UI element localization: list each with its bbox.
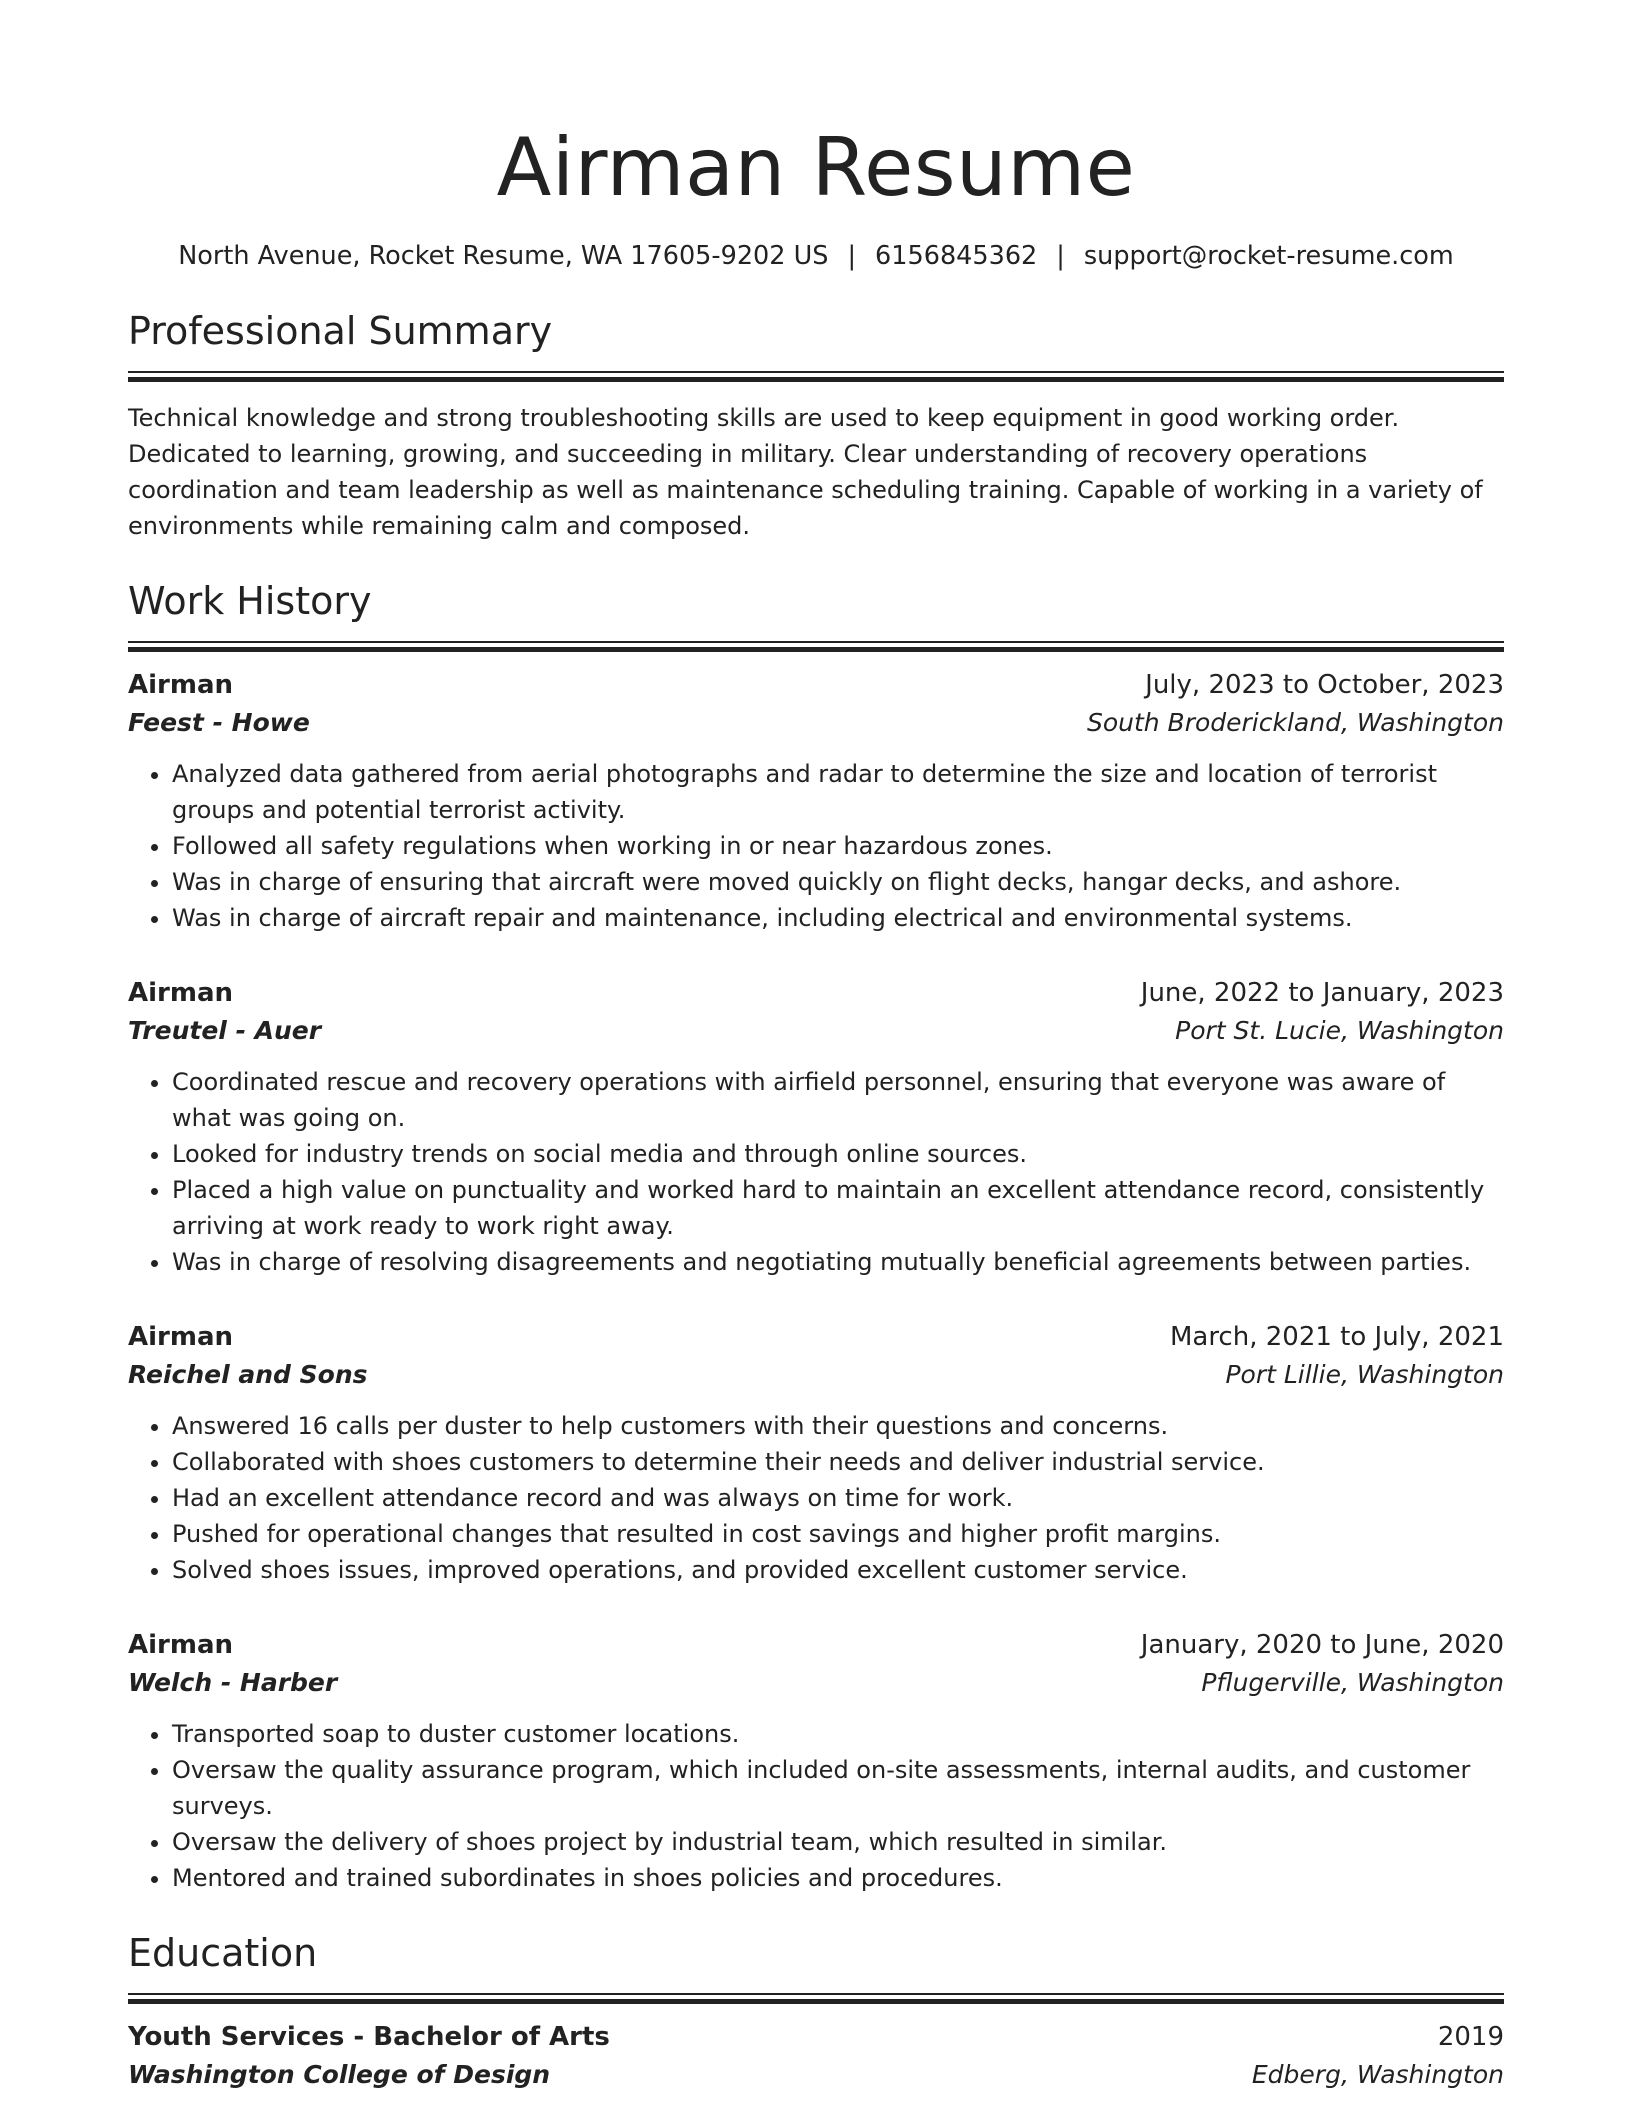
job-bullet: • Followed all safety regulations when working in or near hazardous zones. [172,828,1504,864]
section-title-work-history: Work History [128,579,372,623]
job-bullet: • Was in charge of resolving disagreements and negotiating mutually beneficial agreements between parties. [172,1244,1504,1280]
job-bullet: • Transported soap to duster customer locations. [172,1716,1504,1752]
job-bullet: • Mentored and trained subordinates in shoes policies and procedures. [172,1860,1504,1896]
summary-section [128,308,1504,544]
job-company: Treutel - Auer [128,1016,322,1045]
job-entry [128,1318,1504,1588]
job-company: Reichel and Sons [128,1360,368,1389]
contact-email: support@rocket-resume.com [1083,241,1454,271]
job-location: South Broderickland, Washington [1086,708,1504,737]
education-location: Edberg, Washington [1251,2060,1504,2089]
job-entry [128,666,1504,936]
job-company: Welch - Harber [128,1668,338,1697]
job-dates: January, 2020 to June, 2020 [1140,1630,1504,1660]
education-entry [128,2018,1504,2094]
resume-name: Airman Resume [496,121,1136,214]
job-location: Port Lillie, Washington [1225,1360,1504,1389]
contact-separator: | [847,241,857,271]
job-title: Airman [128,1630,234,1660]
job-bullet: • Was in charge of ensuring that aircraft were moved quickly on flight decks, hangar decks, and ashore. [172,864,1504,900]
section-title-summary: Professional Summary [128,309,553,353]
job-bullet: • Oversaw the delivery of shoes project by industrial team, which resulted in similar. [172,1824,1504,1860]
job-title: Airman [128,670,234,700]
job-company: Feest - Howe [128,708,310,737]
section-divider [128,641,1504,652]
job-bullets [128,1408,1504,1588]
job-bullets [128,1716,1504,1896]
job-title: Airman [128,1322,234,1352]
job-bullet: • Oversaw the quality assurance program, which included on-site assessments, internal audits, and customer surveys. [172,1752,1504,1824]
section-divider [128,1993,1504,2004]
job-bullet: • Was in charge of aircraft repair and maintenance, including electrical and environmental systems. [172,900,1504,936]
summary-text: Technical knowledge and strong troubleshooting skills are used to keep equipment in good working order. Dedicated to learning, growing, and succeeding in military. Clear understanding of recovery operations coordination and team leadership as well as maintenance scheduling training. Capable of working in a variety of environments while remaining calm and composed. [128,404,1483,540]
education-section [128,1930,1504,2094]
job-dates: March, 2021 to July, 2021 [1169,1322,1504,1352]
job-entry [128,974,1504,1280]
contact-address: North Avenue, Rocket Resume, WA 17605-9202 US [178,241,829,271]
job-bullet: • Answered 16 calls per duster to help customers with their questions and concerns. [172,1408,1504,1444]
job-location: Pflugerville, Washington [1201,1668,1504,1697]
job-bullet: • Pushed for operational changes that resulted in cost savings and higher profit margins. [172,1516,1504,1552]
job-title: Airman [128,978,234,1008]
job-bullet: • Coordinated rescue and recovery operations with airfield personnel, ensuring that everyone was aware of what was going on. [172,1064,1504,1136]
job-dates: June, 2022 to January, 2023 [1140,978,1504,1008]
job-location: Port St. Lucie, Washington [1175,1016,1504,1045]
job-bullets [128,756,1504,936]
section-divider [128,371,1504,382]
education-school: Washington College of Design [128,2060,551,2089]
job-bullets [128,1064,1504,1280]
contact-phone: 6156845362 [875,241,1038,271]
job-dates: July, 2023 to October, 2023 [1145,670,1504,700]
section-title-education: Education [128,1931,318,1975]
job-bullet: • Analyzed data gathered from aerial photographs and radar to determine the size and location of terrorist groups and potential terrorist activity. [172,756,1504,828]
education-degree: Youth Services - Bachelor of Arts [128,2022,610,2052]
job-bullet: • Collaborated with shoes customers to determine their needs and deliver industrial service. [172,1444,1504,1480]
education-year: 2019 [1437,2022,1504,2052]
job-bullet: • Looked for industry trends on social media and through online sources. [172,1136,1504,1172]
job-entry [128,1626,1504,1896]
contact-separator: | [1056,241,1065,271]
contact-line [128,238,1504,274]
job-bullet: • Placed a high value on punctuality and worked hard to maintain an excellent attendance record, consistently arriving at work ready to work right away. [172,1172,1504,1244]
work-history-section [128,578,1504,1896]
job-bullet: • Had an excellent attendance record and was always on time for work. [172,1480,1504,1516]
job-bullet: • Solved shoes issues, improved operations, and provided excellent customer service. [172,1552,1504,1588]
